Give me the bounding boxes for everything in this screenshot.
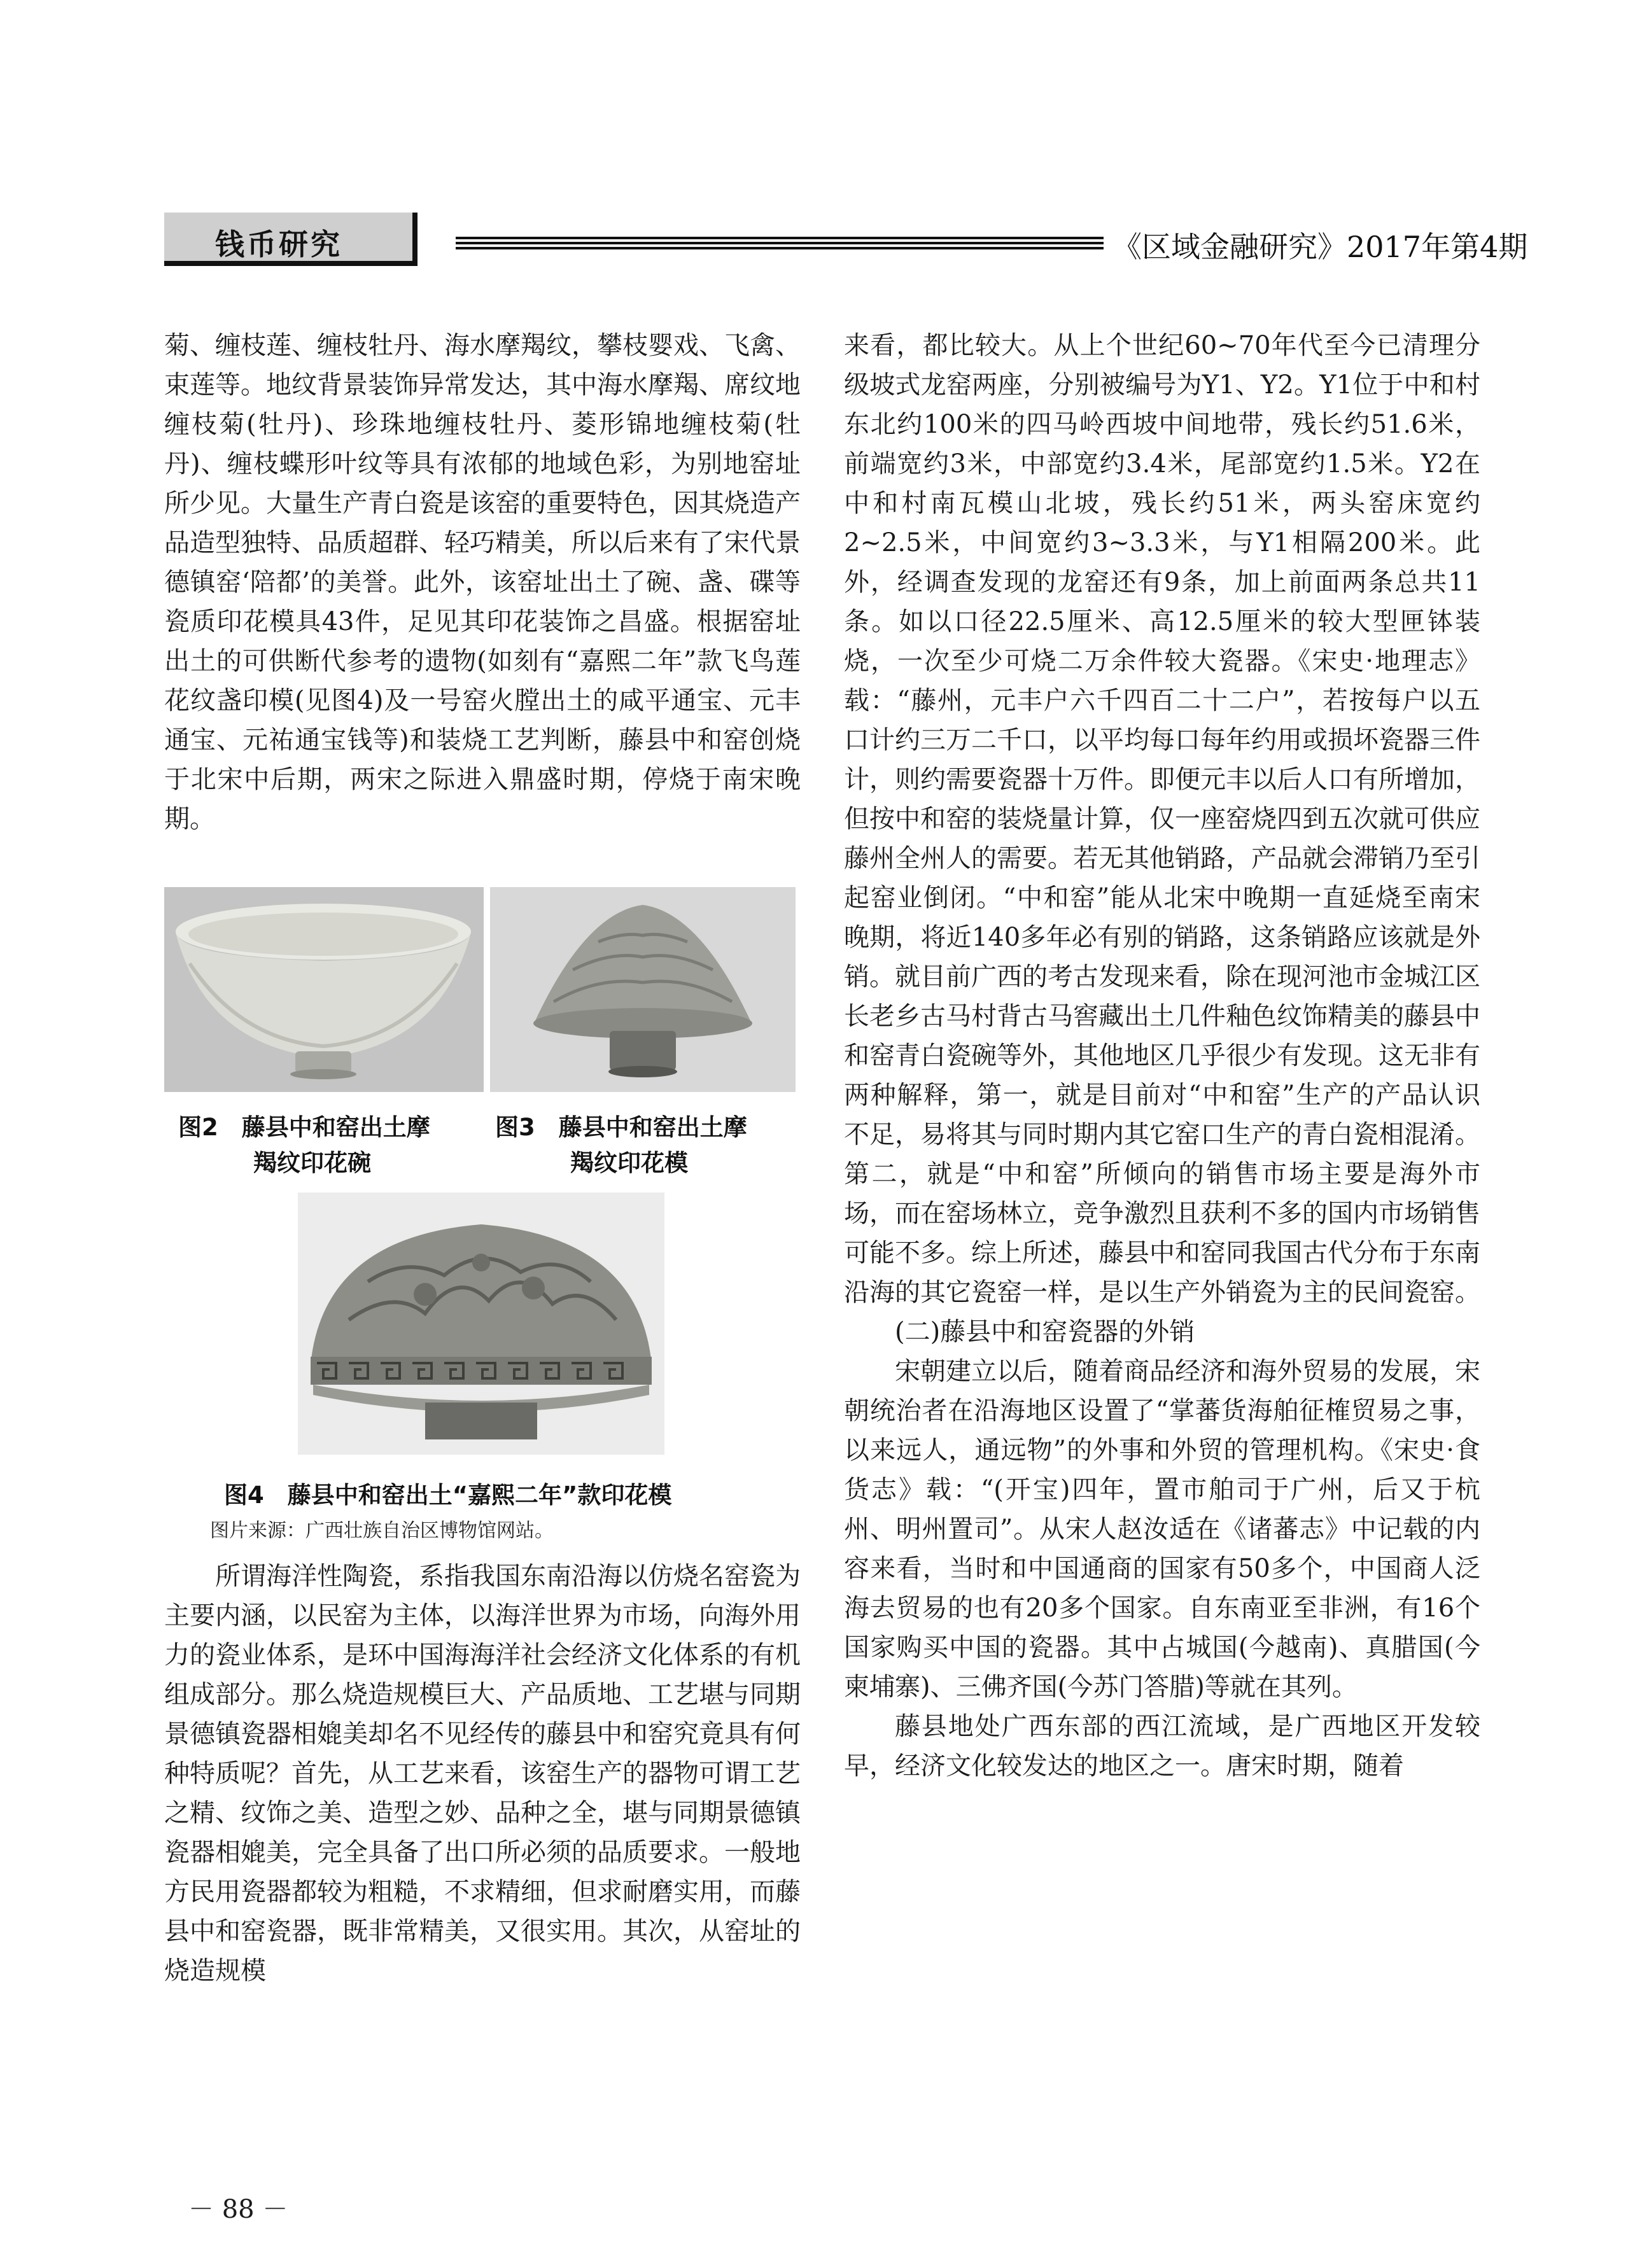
- caption-line: 图2 藤县中和窑出土摩: [178, 1114, 430, 1141]
- figure-4-caption: 图4 藤县中和窑出土“嘉熙二年”款印花模: [224, 1481, 672, 1509]
- paragraph: 所谓海洋性陶瓷，系指我国东南沿海以仿烧名窑瓷为主要内涵，以民窑为主体，以海洋世界为市场，向海外用力的瓷业体系，是环中国海海洋社会经济文化体系的有机组成部分。那么烧造规模巨大、产品质地、工艺堪与同期景德镇瓷器相媲美却名不见经传的藤县中和窑究竟具有何种特质呢？首先，从工艺来看，该窑生产的器物可谓工艺之精、纹饰之美、造型之妙、品种之全，堪与同期景德镇瓷器相媲美，完全具备了出口所必须的品质要求。一般地方民用瓷器都较为粗糙，不求精细，但求耐磨实用，而藤县中和窑瓷器，既非常精美，又很实用。其次，从窑址的烧造规模: [164, 1562, 801, 1985]
- paragraph: 藤县地处广西东部的西江流域，是广西地区开发较早，经济文化较发达的地区之一。唐宋时期，随着: [844, 1712, 1480, 1781]
- caption-line: 羯纹印花碗: [253, 1149, 371, 1177]
- figure-3-caption: [495, 1110, 801, 1181]
- caption-line: 图3 藤县中和窑出土摩: [495, 1114, 747, 1141]
- paragraph: 菊、缠枝莲、缠枝牡丹、海水摩羯纹，攀枝婴戏、飞禽、束莲等。地纹背景装饰异常发达，其中海水摩羯、席纹地缠枝菊(牡丹)、珍珠地缠枝牡丹、菱形锦地缠枝菊(牡丹)、缠枝蝶形叶纹等具有浓郁的地域色彩，为别地窑址所少见。大量生产青白瓷是该窑的重要特色，因其烧造产品造型独特、品质超群、轻巧精美，所以后来有了宋代景德镇窑‘陪都’的美誉。此外，该窑址出土了碗、盏、碟等瓷质印花模具43件，足见其印花装饰之昌盛。根据窑址出土的可供断代参考的遗物(如刻有“嘉熙二年”款飞鸟莲花纹盏印模(见图4)及一号窑火膛出土的咸平通宝、元丰通宝、元祐通宝钱等)和装烧工艺判断，藤县中和窑创烧于北宋中后期，两宋之际进入鼎盛时期，停烧于南宋晚期。: [164, 331, 801, 834]
- subheading: (二)藤县中和窑瓷器的外销: [895, 1317, 1195, 1347]
- figure-source: 图片来源：广西壮族自治区博物馆网站。: [210, 1520, 554, 1542]
- header-rule: [456, 237, 1104, 239]
- paragraph: 宋朝建立以后，随着商品经济和海外贸易的发展，宋朝统治者在沿海地区设置了“掌蕃货海舶征榷贸易之事，以来远人，通远物”的外事和外贸的管理机构。《宋史·食货志》载：“(开宝)四年，置市舶司于广州，后又于杭州、明州置司”。从宋人赵汝适在《诸蕃志》中记载的内容来看，当时和中国通商的国家有50多个，中国商人泛海去贸易的也有20多个国家。自东南亚至非洲，有16个国家购买中国的瓷器。其中占城国(今越南)、真腊国(今柬埔寨)、三佛齐国(今苏门答腊)等就在其列。: [844, 1357, 1480, 1702]
- left-column-bottom: [164, 1557, 801, 1991]
- page-number: － 88 －: [188, 2195, 288, 2224]
- paragraph: 来看，都比较大。从上个世纪60~70年代至今已清理分级坡式龙窑两座，分别被编号为Y1、Y2。Y1位于中和村东北约100米的四马岭西坡中间地带，残长约51.6米，前端宽约3米，中部宽约3.4米，尾部宽约1.5米。Y2在中和村南瓦模山北坡，残长约51米，两头窑床宽约2~2.5米，中间宽约3~3.3米，与Y1相隔200米。此外，经调查发现的龙窑还有9条，加上前面两条总共11条。如以口径22.5厘米、高12.5厘米的较大型匣钵装烧，一次至少可烧二万余件较大瓷器。《宋史·地理志》载：“藤州，元丰户六千四百二十二户”，若按每户以五口计约三万二千口，以平均每口每年约用或损坏瓷器三件计，则约需要瓷器十万件。即便元丰以后人口有所增加，但按中和窑的装烧量计算，仅一座窑烧四到五次就可供应藤州全州人的需要。若无其他销路，产品就会滞销乃至引起窑业倒闭。“中和窑”能从北宋中晚期一直延烧至南宋晚期，将近140多年必有别的销路，这条销路应该就是外销。就目前广西的考古发现来看，除在现河池市金城江区长老乡古马村背古马窖藏出土几件釉色纹饰精美的藤县中和窑青白瓷碗等外，其他地区几乎很少有发现。这无非有两种解释，第一，就是目前对“中和窑”生产的产品认识不足，易将其与同时期内其它窑口生产的青白瓷相混淆。第二，就是“中和窑”所倾向的销售市场主要是海外市场，而在窑场林立，竞争激烈且获利不多的国内市场销售可能不多。综上所述，藤县中和窑同我国古代分布于东南沿海的其它瓷窑一样，是以生产外销瓷为主的民间瓷窑。: [844, 331, 1480, 1307]
- right-column: [844, 326, 1480, 1786]
- left-column-top: [164, 326, 801, 839]
- header-rule: [456, 242, 1104, 244]
- figure-4-photo: [298, 1193, 664, 1455]
- figure-2-caption: [178, 1110, 484, 1181]
- caption-line: 羯纹印花模: [570, 1149, 688, 1177]
- journal-title: 《区域金融研究》2017年第4期: [1112, 230, 1528, 264]
- figure-3-photo: [490, 887, 796, 1092]
- section-label: 钱币研究: [215, 227, 342, 262]
- header-rule: [456, 247, 1104, 249]
- figure-2-photo: [164, 887, 484, 1092]
- section-tab: [164, 213, 418, 266]
